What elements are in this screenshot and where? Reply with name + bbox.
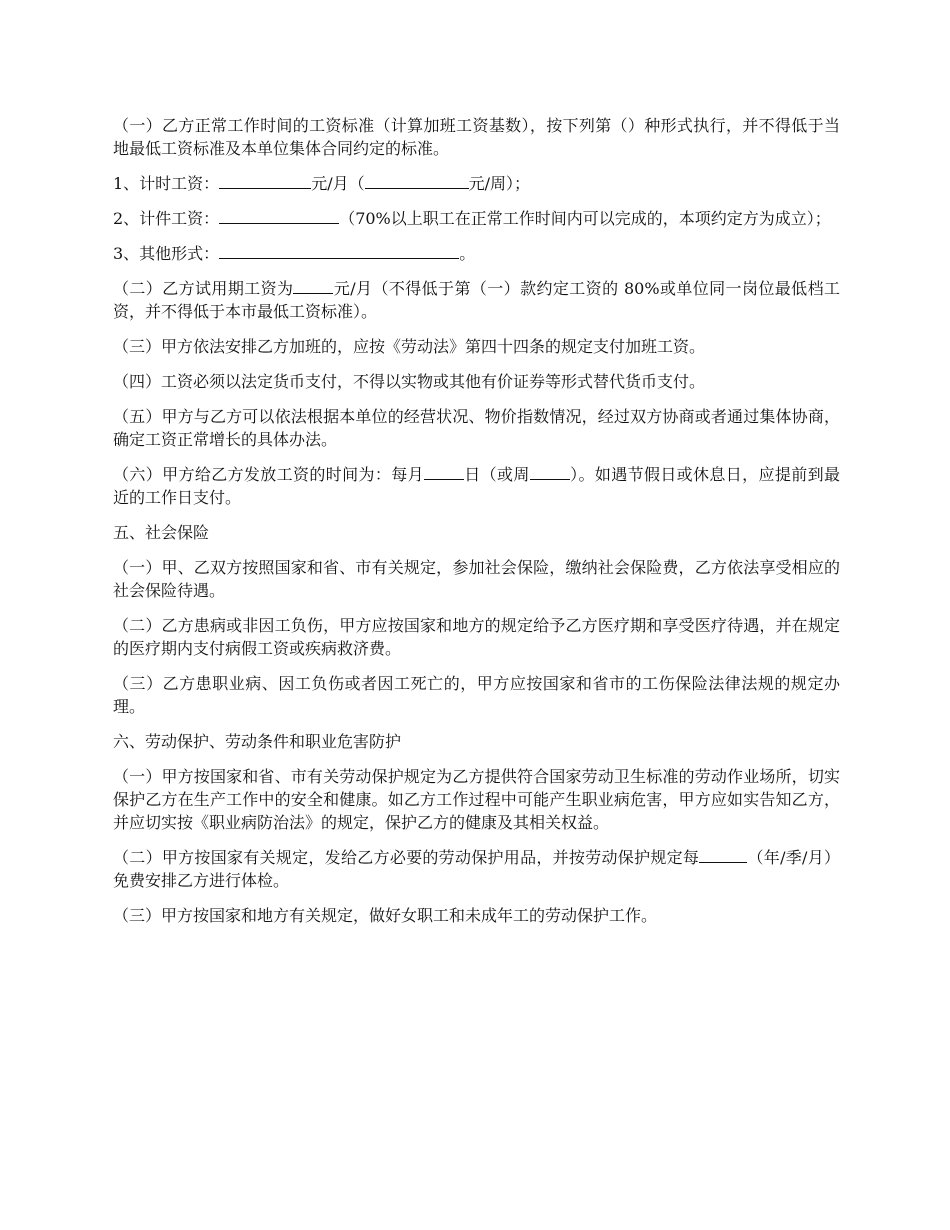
payday-paragraph xyxy=(113,463,840,509)
other-form-label: 3、其他形式： xyxy=(113,244,220,263)
payday-week-blank xyxy=(530,463,570,480)
piece-wage-condition: （70%以上职工在正常工作时间内可以完成的，本项约定方为成立）； xyxy=(339,209,831,228)
currency-payment-paragraph: （四）工资必须以法定货币支付，不得以实物或其他有价证券等形式替代货币支付。 xyxy=(113,372,706,391)
insurance-participation-paragraph: （一）甲、乙双方按照国家和省、市有关规定，参加社会保险，缴纳社会保险费，乙方依法享受相应的社会保险待遇。 xyxy=(113,558,840,600)
payday-month-blank xyxy=(424,463,464,480)
monthly-unit-text: 元/月（ xyxy=(311,174,365,193)
monthly-wage-blank xyxy=(219,172,311,189)
labor-protection-heading: 六、劳动保护、劳动条件和职业危害防护 xyxy=(113,732,402,751)
probation-wage-label: （二）乙方试用期工资为 xyxy=(113,279,294,298)
payday-week-text: 日（或周 xyxy=(463,465,530,484)
other-form-end: 。 xyxy=(459,244,476,263)
probation-wage-paragraph xyxy=(113,277,840,323)
payday-label: （六）甲方给乙方发放工资的时间为：每月 xyxy=(113,465,424,484)
hourly-wage-label: 1、计时工资： xyxy=(113,174,220,193)
protective-equipment-paragraph xyxy=(113,846,840,892)
workplace-safety-paragraph: （一）甲方按国家和省、市有关劳动保护规定为乙方提供符合国家劳动卫生标准的劳动作业场所，切实保护乙方在生产工作中的安全和健康。如乙方工作过程中可能产生职业病危害，甲方应如实告知乙方，并应切实按《职业病防治法》的规定，保护乙方的健康及其相关权益。 xyxy=(113,767,840,832)
wage-growth-paragraph: （五）甲方与乙方可以依法根据本单位的经营状况、物价指数情况，经过双方协商或者通过集体协商，确定工资正常增长的具体办法。 xyxy=(113,407,840,449)
checkup-terms: （年/季/月）免费安排乙方进行体检。 xyxy=(113,848,840,890)
hourly-wage-line xyxy=(113,172,840,195)
social-insurance-heading: 五、社会保险 xyxy=(113,523,210,542)
work-injury-paragraph: （三）乙方患职业病、因工负伤或者因工死亡的，甲方应按国家和省市的工伤保险法律法规的规定办理。 xyxy=(113,674,840,716)
checkup-frequency-blank xyxy=(699,846,747,863)
wage-standard-paragraph: （一）乙方正常工作时间的工资标准（计算加班工资基数），按下列第（）种形式执行，并不得低于当地最低工资标准及本单位集体合同约定的标准。 xyxy=(113,116,840,158)
weekly-unit-text: 元/周）； xyxy=(468,174,530,193)
payday-terms: ）。如遇节假日或休息日，应提前到最近的工作日支付。 xyxy=(113,465,840,507)
female-minor-protection-paragraph: （三）甲方按国家和地方有关规定，做好女职工和未成年工的劳动保护工作。 xyxy=(113,906,658,925)
overtime-pay-paragraph: （三）甲方依法安排乙方加班的，应按《劳动法》第四十四条的规定支付加班工资。 xyxy=(113,337,706,356)
sick-leave-paragraph: （二）乙方患病或非因工负伤，甲方应按国家和地方的规定给予乙方医疗期和享受医疗待遇，并在规定的医疗期内支付病假工资或疾病救济费。 xyxy=(113,616,840,658)
probation-wage-blank xyxy=(293,277,333,294)
piece-wage-label: 2、计件工资： xyxy=(113,209,220,228)
other-form-line xyxy=(113,242,840,265)
other-form-blank xyxy=(219,242,459,259)
piece-wage-paragraph xyxy=(113,207,840,230)
piece-wage-blank xyxy=(219,207,339,224)
protective-equipment-text: （二）甲方按国家有关规定，发给乙方必要的劳动保护用品，并按劳动保护规定每 xyxy=(113,848,700,867)
probation-wage-terms: 元/月（不得低于第（一）款约定工资的 80%或单位同一岗位最低档工资，并不得低于本市最低工资标准）。 xyxy=(113,279,840,321)
weekly-wage-blank xyxy=(365,172,469,189)
